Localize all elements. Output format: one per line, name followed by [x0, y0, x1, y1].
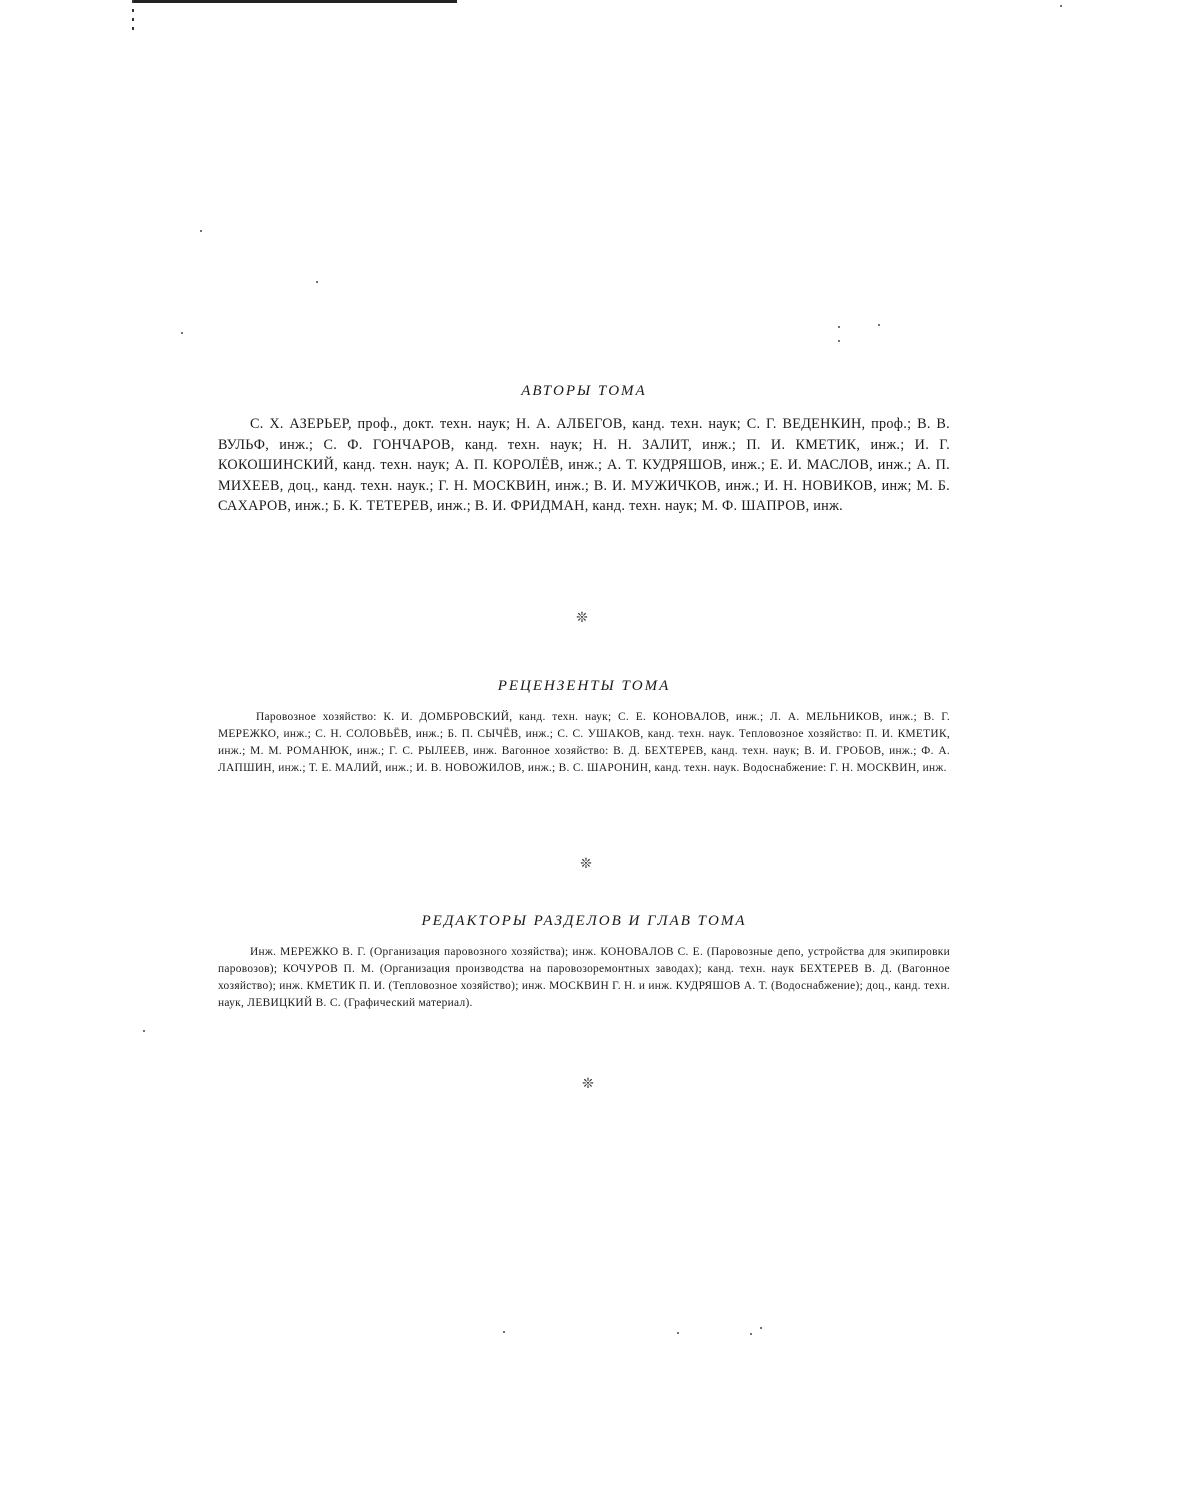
scan-edge-artifact — [132, 0, 457, 3]
reviewers-heading: РЕЦЕНЗЕНТЫ ТОМА — [497, 678, 671, 694]
authors-heading: АВТОРЫ ТОМА — [521, 383, 647, 399]
scan-edge-artifact — [132, 0, 134, 36]
section-separator: ❊ — [582, 1076, 594, 1092]
scan-speck — [760, 1327, 762, 1329]
reviewers-section — [218, 678, 950, 777]
scan-speck — [181, 332, 183, 334]
scan-speck — [677, 1332, 679, 1334]
section-separator: ❊ — [580, 856, 592, 872]
reviewers-list: Паровозное хозяйство: К. И. ДОМБРОВСКИЙ, канд. техн. наук; С. Е. КОНОВАЛОВ, инж.; Л. А. МЕЛЬНИКОВ, инж.; В. Г. МЕРЕЖКО, инж.; С. Н. СОЛОВЬЁВ, инж.; Б. П. СЫЧЁВ, инж.; С. С. УШАКОВ, канд. техн. наук. Тепловозное хозяйство: П. И. КМЕТИК, инж.; М. М. РОМАНЮК, инж.; Г. С. РЫЛЕЕВ, инж. Вагонное хозяйство: В. Д. БЕХТЕРЕВ, канд. техн. наук; В. И. ГРОБОВ, инж.; Ф. А. ЛАПШИН, инж.; Т. Е. МАЛИЙ, инж.; И. В. НОВОЖИЛОВ, инж.; В. С. ШАРОНИН, канд. техн. наук. Водоснабжение: Г. Н. МОСКВИН, инж. — [218, 711, 950, 774]
scan-speck — [838, 326, 840, 328]
editors-list: Инж. МЕРЕЖКО В. Г. (Организация паровозного хозяйства); инж. КОНОВАЛОВ С. Е. (Паровозные депо, устройства для экипировки паровозов); КОЧУРОВ П. М. (Организация производства на паровозоремонтных заводах); канд. техн. наук БЕХТЕРЕВ В. Д. (Вагонное хозяйство); инж. КМЕТИК П. И. (Тепловозное хозяйство); инж. МОСКВИН Г. Н. и инж. КУДРЯШОВ А. Т. (Водоснабжение); доц., канд. техн. наук, ЛЕВИЦКИЙ В. С. (Графический материал). — [218, 946, 950, 1009]
scan-speck — [838, 340, 840, 342]
authors-section — [218, 383, 950, 517]
scan-speck — [316, 281, 318, 283]
scan-speck — [503, 1331, 505, 1333]
scan-speck — [143, 1030, 145, 1032]
scan-speck — [1060, 5, 1062, 7]
scan-speck — [878, 324, 880, 326]
editors-section — [218, 913, 950, 1012]
scan-speck — [750, 1333, 752, 1335]
editors-heading: РЕДАКТОРЫ РАЗДЕЛОВ И ГЛАВ ТОМА — [421, 913, 747, 929]
scan-speck — [200, 230, 202, 232]
authors-list: С. Х. АЗЕРЬЕР, проф., докт. техн. наук; Н. А. АЛБЕГОВ, канд. техн. наук; С. Г. ВЕДЕНКИН, проф.; В. В. ВУЛЬФ, инж.; С. Ф. ГОНЧАРОВ, канд. техн. наук; Н. Н. ЗАЛИТ, инж.; П. И. КМЕТИК, инж.; И. Г. КОКОШИНСКИЙ, канд. техн. наук; А. П. КОРОЛЁВ, инж.; А. Т. КУДРЯШОВ, инж.; Е. И. МАСЛОВ, инж.; А. П. МИХЕЕВ, доц., канд. техн. наук.; Г. Н. МОСКВИН, инж.; В. И. МУЖИЧКОВ, инж.; И. Н. НОВИКОВ, инж; М. Б. САХАРОВ, инж.; Б. К. ТЕТЕРЕВ, инж.; В. И. ФРИДМАН, канд. техн. наук; М. Ф. ШАПРОВ, инж. — [218, 416, 950, 514]
section-separator: ❊ — [576, 610, 588, 626]
